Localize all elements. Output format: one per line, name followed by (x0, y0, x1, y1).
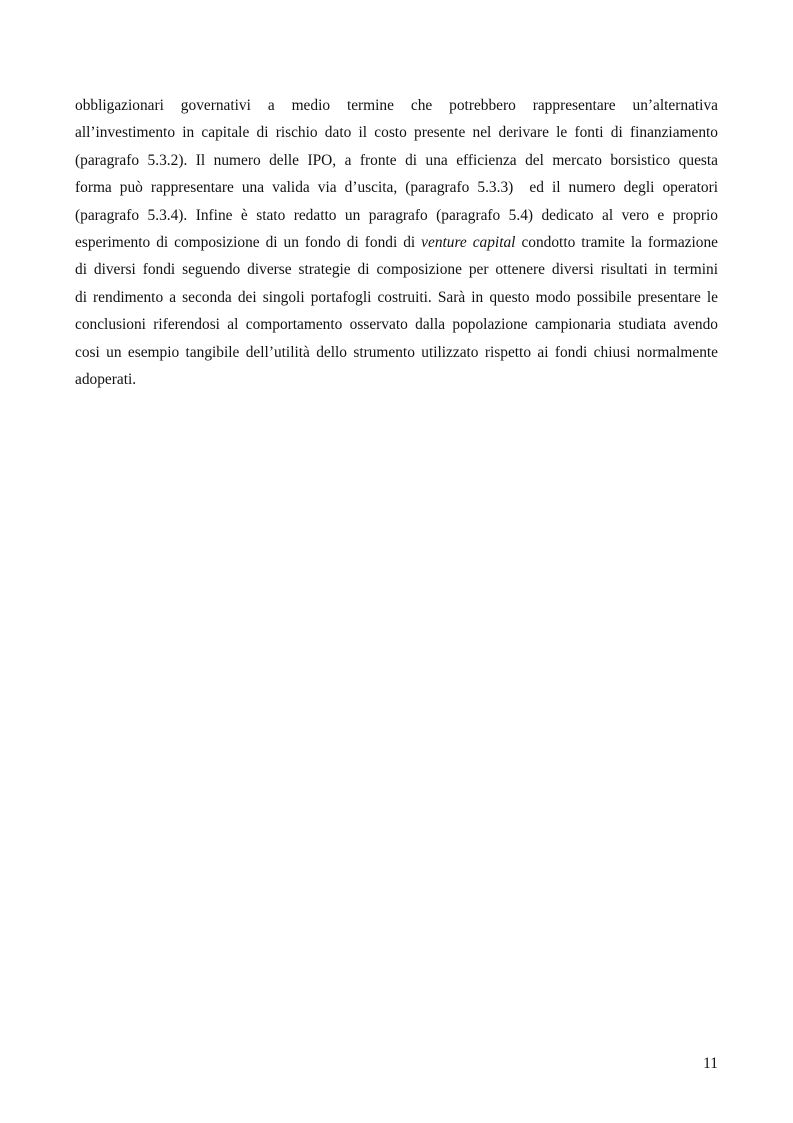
italic-term: venture capital (421, 233, 516, 251)
text-line (75, 256, 718, 283)
page-number: 11 (703, 1055, 718, 1072)
text-line (75, 119, 718, 146)
text-line-segment: cosi un esempio tangibile dell’utilità dello strumento utilizzato rispetto ai fondi chiusi normalmente (75, 343, 718, 361)
text-line-segment: all’investimento in capitale di rischio dato il costo presente nel derivare le fonti di finanziamento (75, 124, 718, 142)
text-line (75, 147, 718, 174)
text-line (75, 284, 718, 311)
text-line-segment: di diversi fondi seguendo diverse strategie di composizione per ottenere diversi risultati in termini (75, 261, 718, 279)
text-line (75, 311, 718, 338)
text-line-segment: esperimento di composizione di un fondo di fondi di (75, 233, 422, 251)
text-line-segment: (paragrafo 5.3.2). Il numero delle IPO, a fronte di una efficienza del mercato borsistico questa (75, 151, 718, 169)
text-line-segment: condotto tramite la formazione (515, 233, 719, 251)
text-line (75, 92, 718, 119)
text-line-segment: adoperati. (75, 370, 137, 388)
text-line-segment: conclusioni riferendosi al comportamento osservato dalla popolazione campionaria studiata avendo (75, 316, 718, 334)
text-line-segment: forma può rappresentare una valida via d’uscita, (paragrafo 5.3.3) ed il numero degli operatori (75, 179, 718, 197)
text-line-segment: di rendimento a seconda dei singoli portafogli costruiti. Sarà in questo modo possibile presentare le (75, 288, 718, 306)
text-line (75, 229, 718, 256)
text-line (75, 339, 718, 366)
text-line (75, 202, 718, 229)
text-line-segment: (paragrafo 5.3.4). Infine è stato redatto un paragrafo (paragrafo 5.4) dedicato al vero e proprio (75, 206, 718, 224)
text-line-segment: obbligazionari governativi a medio termine che potrebbero rappresentare un’alternativa (75, 97, 718, 114)
text-line (75, 366, 718, 393)
text-line (75, 174, 718, 201)
body-paragraph (75, 92, 718, 393)
